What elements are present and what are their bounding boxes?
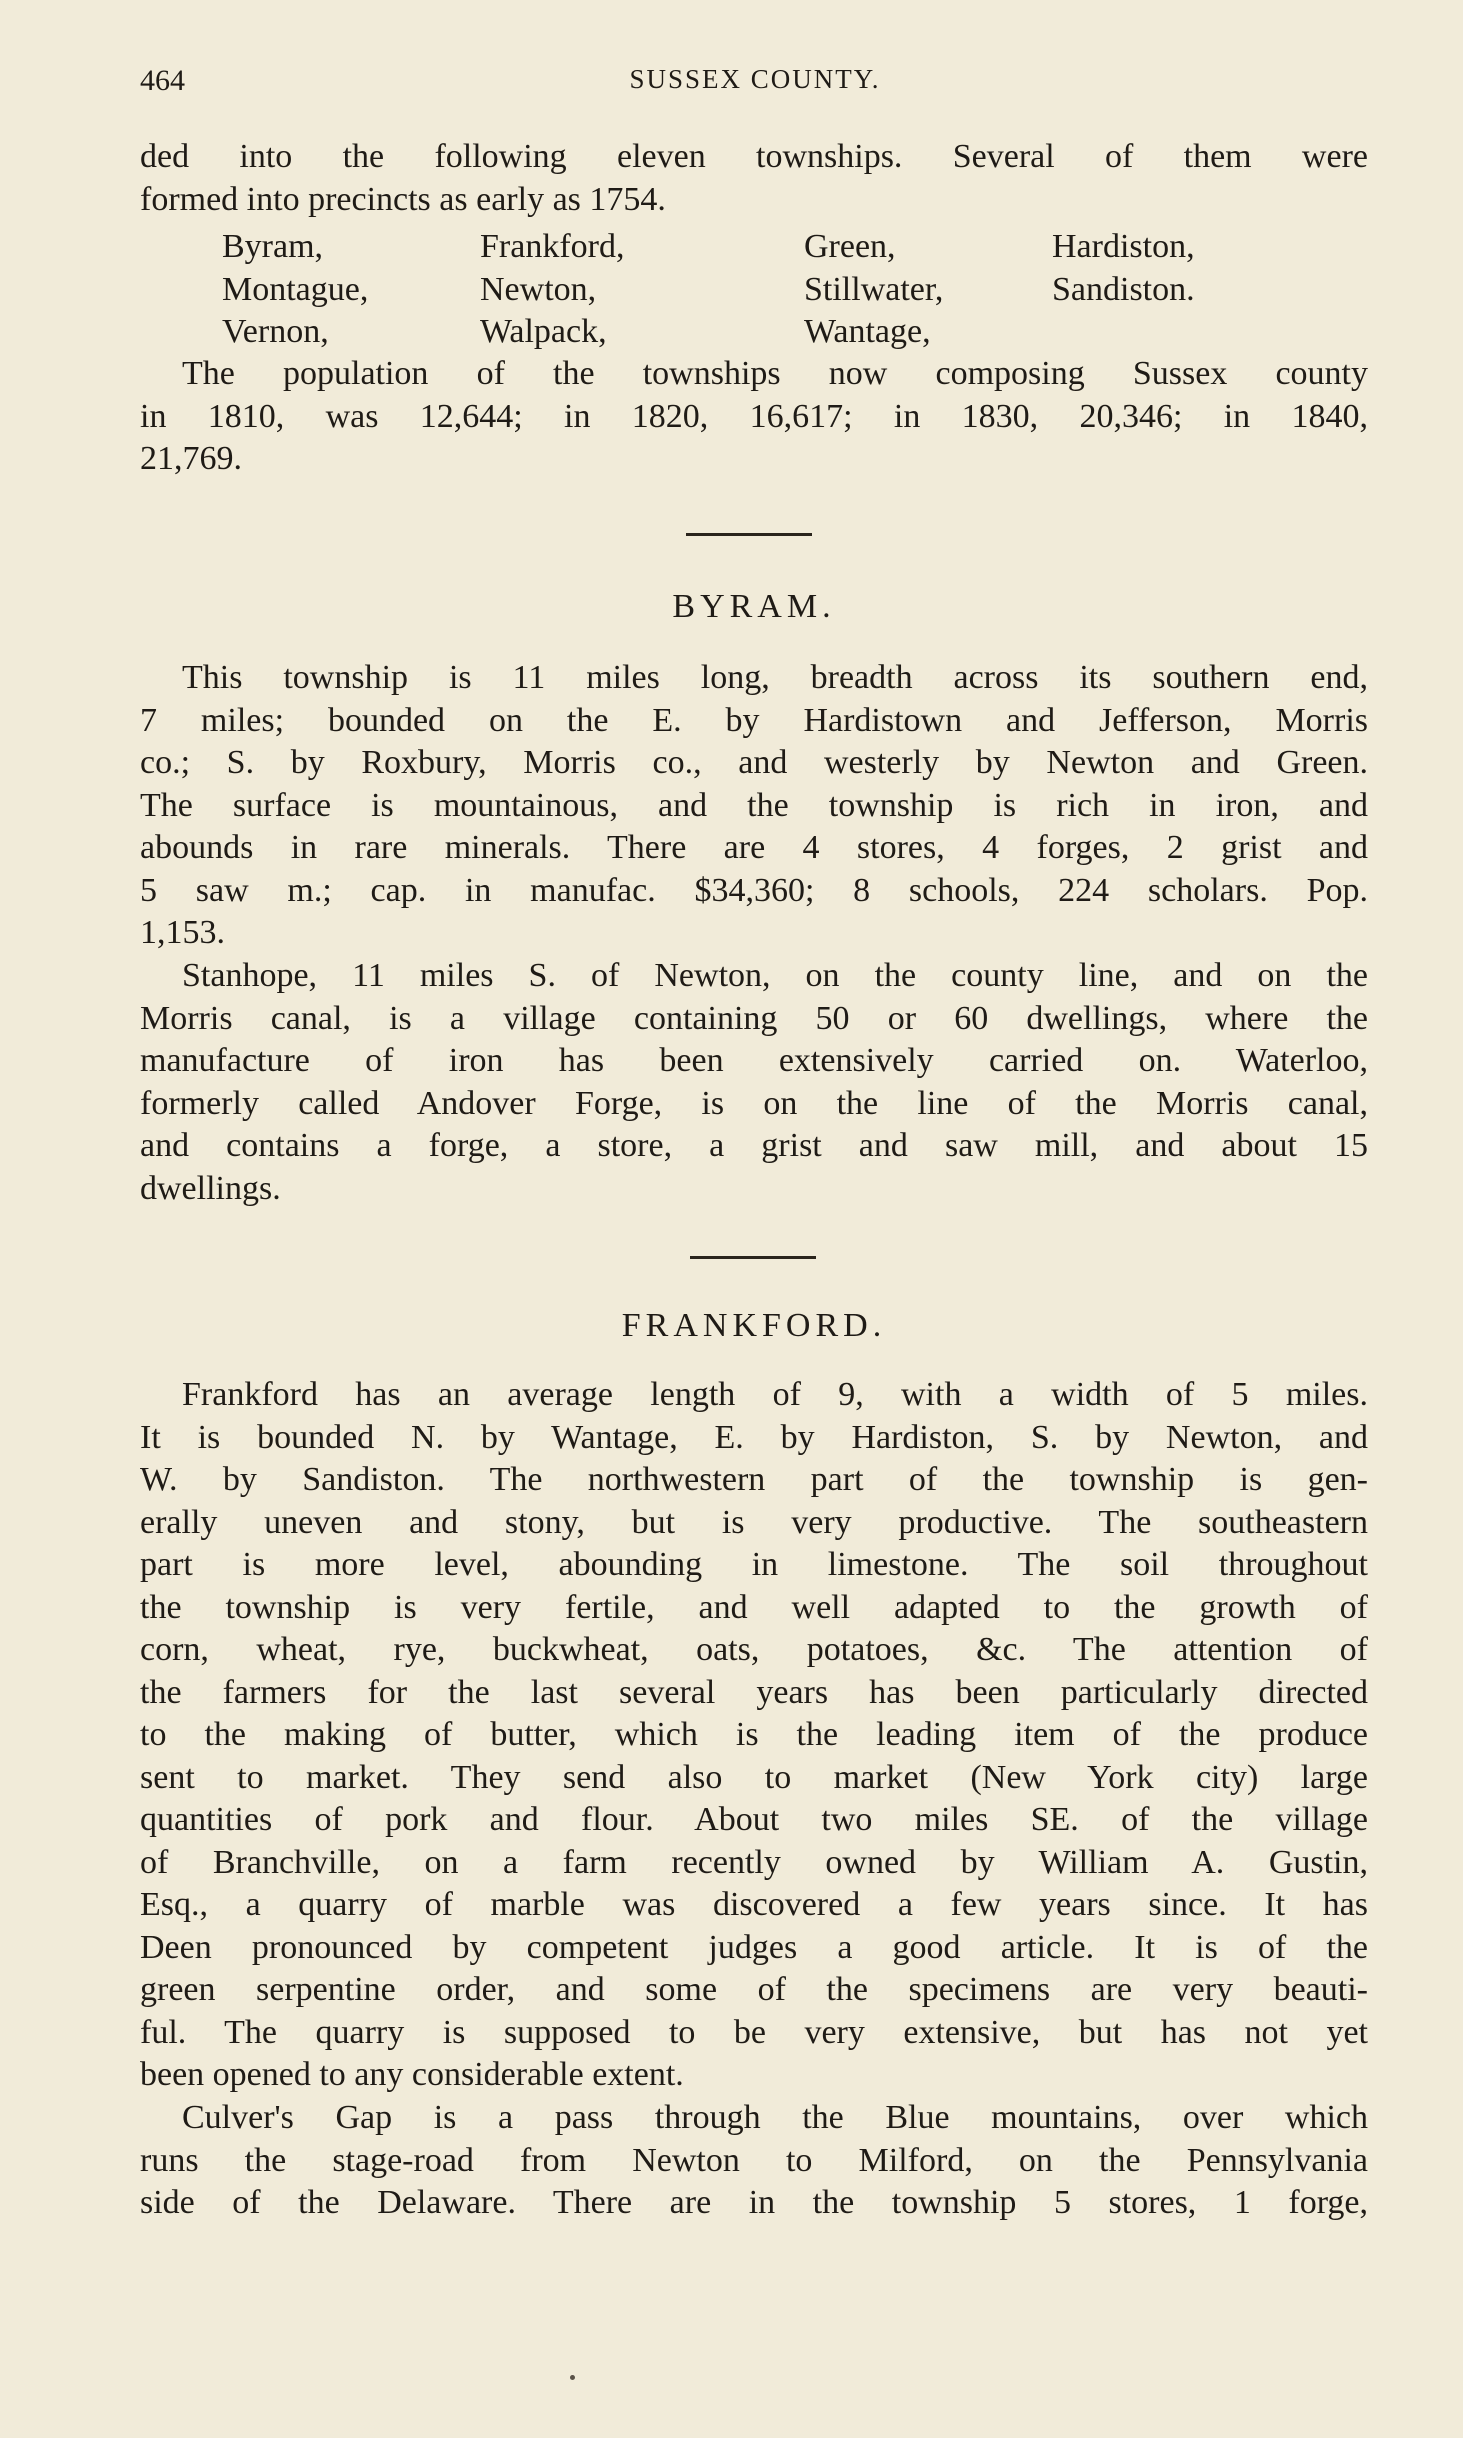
township-name: Sandiston. [1052,270,1195,308]
text-line: co.; S. by Roxbury, Morris co., and westerly by Newton and Green. [140,744,1368,781]
frankford-paragraph-1 [140,1374,1368,2097]
running-title: SUSSEX COUNTY. [629,64,881,94]
section-divider [690,1256,816,1259]
township-name: Wantage, [804,313,931,350]
text-line: quantities of pork and flour. About two miles SE. of the village [140,1801,1368,1838]
population-paragraph [140,353,1368,481]
text-line: The population of the townships now composing Sussex county [182,355,1368,392]
text-line: 7 miles; bounded on the E. by Hardistown and Jefferson, Morris [140,701,1368,739]
text-line: corn, wheat, rye, buckwheat, oats, potatoes, &c. The attention of [140,1631,1368,1668]
text-line: ded into the following eleven townships. Several of them were [140,138,1368,175]
township-name: Frankford, [480,228,625,265]
township-name: Walpack, [480,313,607,350]
text-line: erally uneven and stony, but is very productive. The southeastern [140,1503,1368,1541]
text-line: Deen pronounced by competent judges a good article. It is of the [140,1928,1368,1966]
township-name: Hardiston, [1052,228,1195,265]
text-line: Esq., a quarry of marble was discovered a few years since. It has [140,1886,1368,1923]
text-line: 1,153. [140,914,225,951]
text-line: manufacture of iron has been extensively carried on. Waterloo, [140,1042,1368,1079]
section-heading-frankford: FRANKFORD. [621,1307,887,1344]
byram-paragraph-2 [140,955,1368,1210]
text-line: to the making of butter, which is the leading item of the produce [140,1716,1368,1753]
text-line: been opened to any considerable extent. [140,2056,684,2093]
text-line: W. by Sandiston. The northwestern part of the township is gen- [140,1461,1368,1498]
text-line: Stanhope, 11 miles S. of Newton, on the county line, and on the [182,957,1368,994]
township-name: Newton, [480,270,597,308]
text-line: Frankford has an average length of 9, with a width of 5 miles. [182,1376,1368,1413]
township-name: Byram, [222,228,324,265]
text-line: of Branchville, on a farm recently owned by William A. Gustin, [140,1843,1368,1881]
section-divider [686,533,812,536]
byram-paragraph-1 [140,657,1368,955]
text-line: the township is very fertile, and well adapted to the growth of [140,1588,1368,1626]
text-line: abounds in rare minerals. There are 4 stores, 4 forges, 2 grist and [140,829,1368,866]
township-name: Green, [804,228,896,265]
text-line: It is bounded N. by Wantage, E. by Hardiston, S. by Newton, and [140,1418,1368,1456]
text-line: sent to market. They send also to market (New York city) large [140,1758,1368,1796]
township-row [222,311,1282,354]
text-line: The surface is mountainous, and the township is rich in iron, and [140,786,1368,824]
text-line: Culver's Gap is a pass through the Blue mountains, over which [182,2099,1368,2136]
text-line: in 1810, was 12,644; in 1820, 16,617; in 1830, 20,346; in 1840, [140,397,1368,435]
text-line: dwellings. [140,1169,281,1207]
text-line: Morris canal, is a village containing 50 or 60 dwellings, where the [140,999,1368,1037]
township-list [222,226,1282,354]
page-number: 464 [140,64,185,97]
running-head [140,60,1370,100]
text-line: ful. The quarry is supposed to be very extensive, but has not yet [140,2013,1368,2051]
text-line: side of the Delaware. There are in the township 5 stores, 1 forge, [140,2184,1368,2221]
township-name: Stillwater, [804,270,944,308]
township-name: Montague, [222,270,369,308]
text-line: green serpentine order, and some of the specimens are very beauti- [140,1971,1368,2008]
frankford-paragraph-2 [140,2097,1368,2225]
township-name: Vernon, [222,313,329,350]
text-line: and contains a forge, a store, a grist and saw mill, and about 15 [140,1127,1368,1164]
text-line: formed into precincts as early as 1754. [140,180,666,218]
section-heading-byram: BYRAM. [672,588,836,625]
text-line: the farmers for the last several years has been particularly directed [140,1673,1368,1711]
text-line: part is more level, abounding in limestone. The soil throughout [140,1546,1368,1583]
text-line: formerly called Andover Forge, is on the line of the Morris canal, [140,1084,1368,1122]
text-line: 5 saw m.; cap. in manufac. $34,360; 8 schools, 224 scholars. Pop. [140,871,1368,909]
text-line: runs the stage-road from Newton to Milford, on the Pennsylvania [140,2141,1368,2179]
paper-speck [570,2375,575,2380]
township-row [222,226,1282,269]
text-line: 21,769. [140,440,242,477]
intro-paragraph [140,136,1368,221]
text-line: This township is 11 miles long, breadth across its southern end, [182,659,1368,696]
township-row [222,269,1282,312]
